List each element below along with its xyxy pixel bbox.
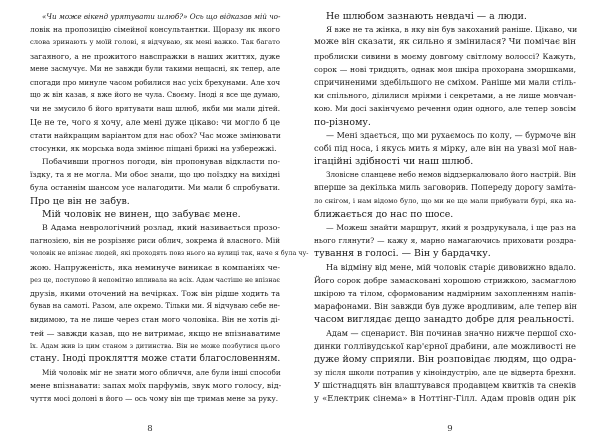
paragraph-line: В Адама неврологічний розлад, який називається прозо-: [42, 223, 280, 232]
paragraph-line: Мій чоловік міг не знати мого обличчя, але були інші способи: [42, 368, 281, 378]
right-page: [300, 0, 600, 447]
paragraph-line: Я вже не та жінка, в яку він був закоханий раніше. Цікаво, чи: [326, 25, 578, 35]
paragraph-line: чи не змусило б його врятувати наш шлюб, якби ми мали дітей.: [30, 104, 280, 114]
paragraph-line: зу після школи потрапив у кіноіндустрію, але це відверта брехня.: [314, 368, 576, 378]
paragraph-line: може він сказати, як сильно я змінилася? Чи помічає він: [314, 37, 576, 48]
paragraph-line: рез це, поступово й непомітно впливала на всіх. Адам частіше не впізнає: [30, 275, 280, 284]
paragraph-line: На відміну від мене, мій чоловік старіє дивовижно вдало.: [326, 261, 576, 272]
paragraph-line: видимою, та не лише через стан мого чоловіка. Він не хотів ді-: [30, 315, 280, 325]
paragraph-line: собі під носа, і якусь мить я мірку, але він на увазі мої нав-: [314, 142, 577, 153]
paragraph-line: ближається до нас по шосе.: [314, 208, 454, 220]
paragraph-line: тування в голосі. — Він у бардачку.: [314, 248, 491, 260]
paragraph-line: Не шлюбом зазнають невдачі — а люди.: [326, 11, 527, 22]
paragraph-line: була останнім шансом усе налагодити. Ми мали б спробувати.: [30, 183, 280, 193]
paragraph-line: у «Електрик сінема» в Ноттінг-Гілл. Адам провів один рік: [314, 393, 576, 404]
paragraph-line: — Можеш знайти маршрут, який я роздрукувала, і ще раз на: [326, 223, 576, 232]
paragraph-line: чуття мосі долоні в його — ось чому він ще тримав мене за руку.: [30, 394, 279, 404]
paragraph-line: Адам — сценарист. Він починав значно нижче першої схо-: [326, 328, 577, 338]
paragraph-line: друзів, якими оточений на вечірках. Тож він рідше ходить та: [30, 288, 280, 298]
paragraph-line: їздку, та я не могла. Ми обоє знали, що цю поїздку на вихідні: [30, 170, 280, 180]
paragraph-line: мене впізнавати: запах моїх парфумів, звук мого голосу, від-: [30, 381, 282, 391]
paragraph-line: Зловісне сланцеве небо немов віддзеркалювало його настрій. Він: [326, 170, 576, 180]
paragraph-line: пагнозією, він не розрізняє риси облич, зокрема й власного. Мій: [30, 236, 280, 246]
paragraph-line: по-різному.: [314, 116, 371, 128]
paragraph-line: загаяного, а не прожитого навспражки в наших життях, дуже: [30, 51, 280, 61]
paragraph-line: дуже йому сприяли. Він розповідає людям, що одра-: [314, 353, 577, 365]
paragraph-line: тей — завжди казав, що не витримає, якщо не впізнаватиме: [30, 328, 281, 338]
paragraph-line: вперше за декілька миль заговорив. Попереду дорогу заміта-: [314, 183, 576, 193]
paragraph-line: проблиски сивини в моєму довгому світлому волоссі? Кажуть,: [314, 51, 576, 61]
paragraph-line: спогади про минуле часом робилися нас усіх брехунами. Але хоч: [30, 77, 281, 87]
paragraph-line: динки голлівудської кар'єрної драбини, але можливості не: [314, 340, 576, 351]
paragraph-line: «Чи може вікенд урятувати шлюб?» Ось що відказав мій чо-: [42, 12, 281, 21]
paragraph-line: Мій чоловік не винен, що забуває мене.: [42, 208, 241, 220]
paragraph-line: ло снігом, і нам відомо було, що ми не ще мали прибувати бурі, яка на-: [314, 196, 576, 205]
page-number: 8: [147, 424, 153, 434]
paragraph-line: часом виглядає дещо занадто добре для реальності.: [314, 314, 575, 326]
paragraph-line: жою. Напруженість, яка неминуче виникає в компаніях че-: [30, 262, 280, 272]
paragraph-line: марафонами. Він завжди був дуже вродливим, але тепер він: [314, 301, 578, 312]
paragraph-line: стану. Іноді прокляття може стати благословенням.: [30, 353, 281, 364]
paragraph-line: нього глянути? — кажу я, марно намагаючись приховати роздра-: [314, 236, 576, 246]
paragraph-line: бував на самоті. Разом, але окремо. Тільки ми. Я відчуваю себе не-: [30, 302, 280, 311]
paragraph-line: їх. Адам жив із цим станом з дитинства. Він не може позбутися цього: [30, 341, 280, 350]
paragraph-line: сорок — нові тридцять, однак моя шкіра прохорана зморшками,: [314, 64, 576, 74]
paragraph-line: шкірою та тілом, сформованим надмірним захопленням напів-: [314, 288, 576, 298]
paragraph-line: Це не те, чого я хочу, але мені дуже цікаво: чи могло б це: [30, 117, 280, 127]
paragraph-line: Його сорок добре замасковані хорошою стрижкою, засмаглою: [314, 275, 576, 285]
paragraph-line: У шістнадцять він влаштувався продавцем квитків та снеків: [314, 380, 576, 391]
paragraph-line: що ж він казав, я вже його не чула. Своєму. Іноді я все ще думаю,: [30, 91, 280, 100]
paragraph-line: стати найкращим варіантом для нас обох? Час може змінювати: [30, 130, 281, 140]
paragraph-line: Побачивши прогноз погоди, він пропонував відкласти по-: [42, 157, 280, 167]
paragraph-line: ловік на пропозицію сімейної консультантки. Щоразу як якого: [30, 25, 280, 35]
paragraph-line: спричиненими здебільшого не сміхом. Раніше ми мали стіль-: [314, 77, 576, 87]
paragraph-line: Про це він не забув.: [30, 195, 130, 207]
paragraph-line: кою. Ми досі закінчуємо речення один одного, але тепер зовсім: [314, 104, 576, 114]
left-page-text: [30, 10, 309, 406]
paragraph-line: ки спільного, ділилися мріями і секретами, а не лише мовчан-: [314, 91, 576, 101]
paragraph-line: стосунки, як морська вода змінює піщані брижі на узбережжі.: [30, 143, 277, 153]
paragraph-line: слова зринають у моїй голові, я відчуваю, як мені важко. Так багато: [30, 38, 280, 47]
paragraph-line: чоловік не впізнає людей, які проходять повз нього на вулиці так, наче я була чу-: [30, 249, 309, 258]
paragraph-line: ігаційні здібності чи наш шлюб.: [314, 156, 474, 168]
page-number: 9: [447, 424, 453, 434]
right-page-text: [314, 10, 576, 406]
paragraph-line: — Мені здається, що ми рухаємось по колу, — бурмоче він: [326, 130, 576, 140]
paragraph-line: мене засмучує. Ми не завжди були такими нещасні, як тепер, але: [30, 64, 280, 73]
